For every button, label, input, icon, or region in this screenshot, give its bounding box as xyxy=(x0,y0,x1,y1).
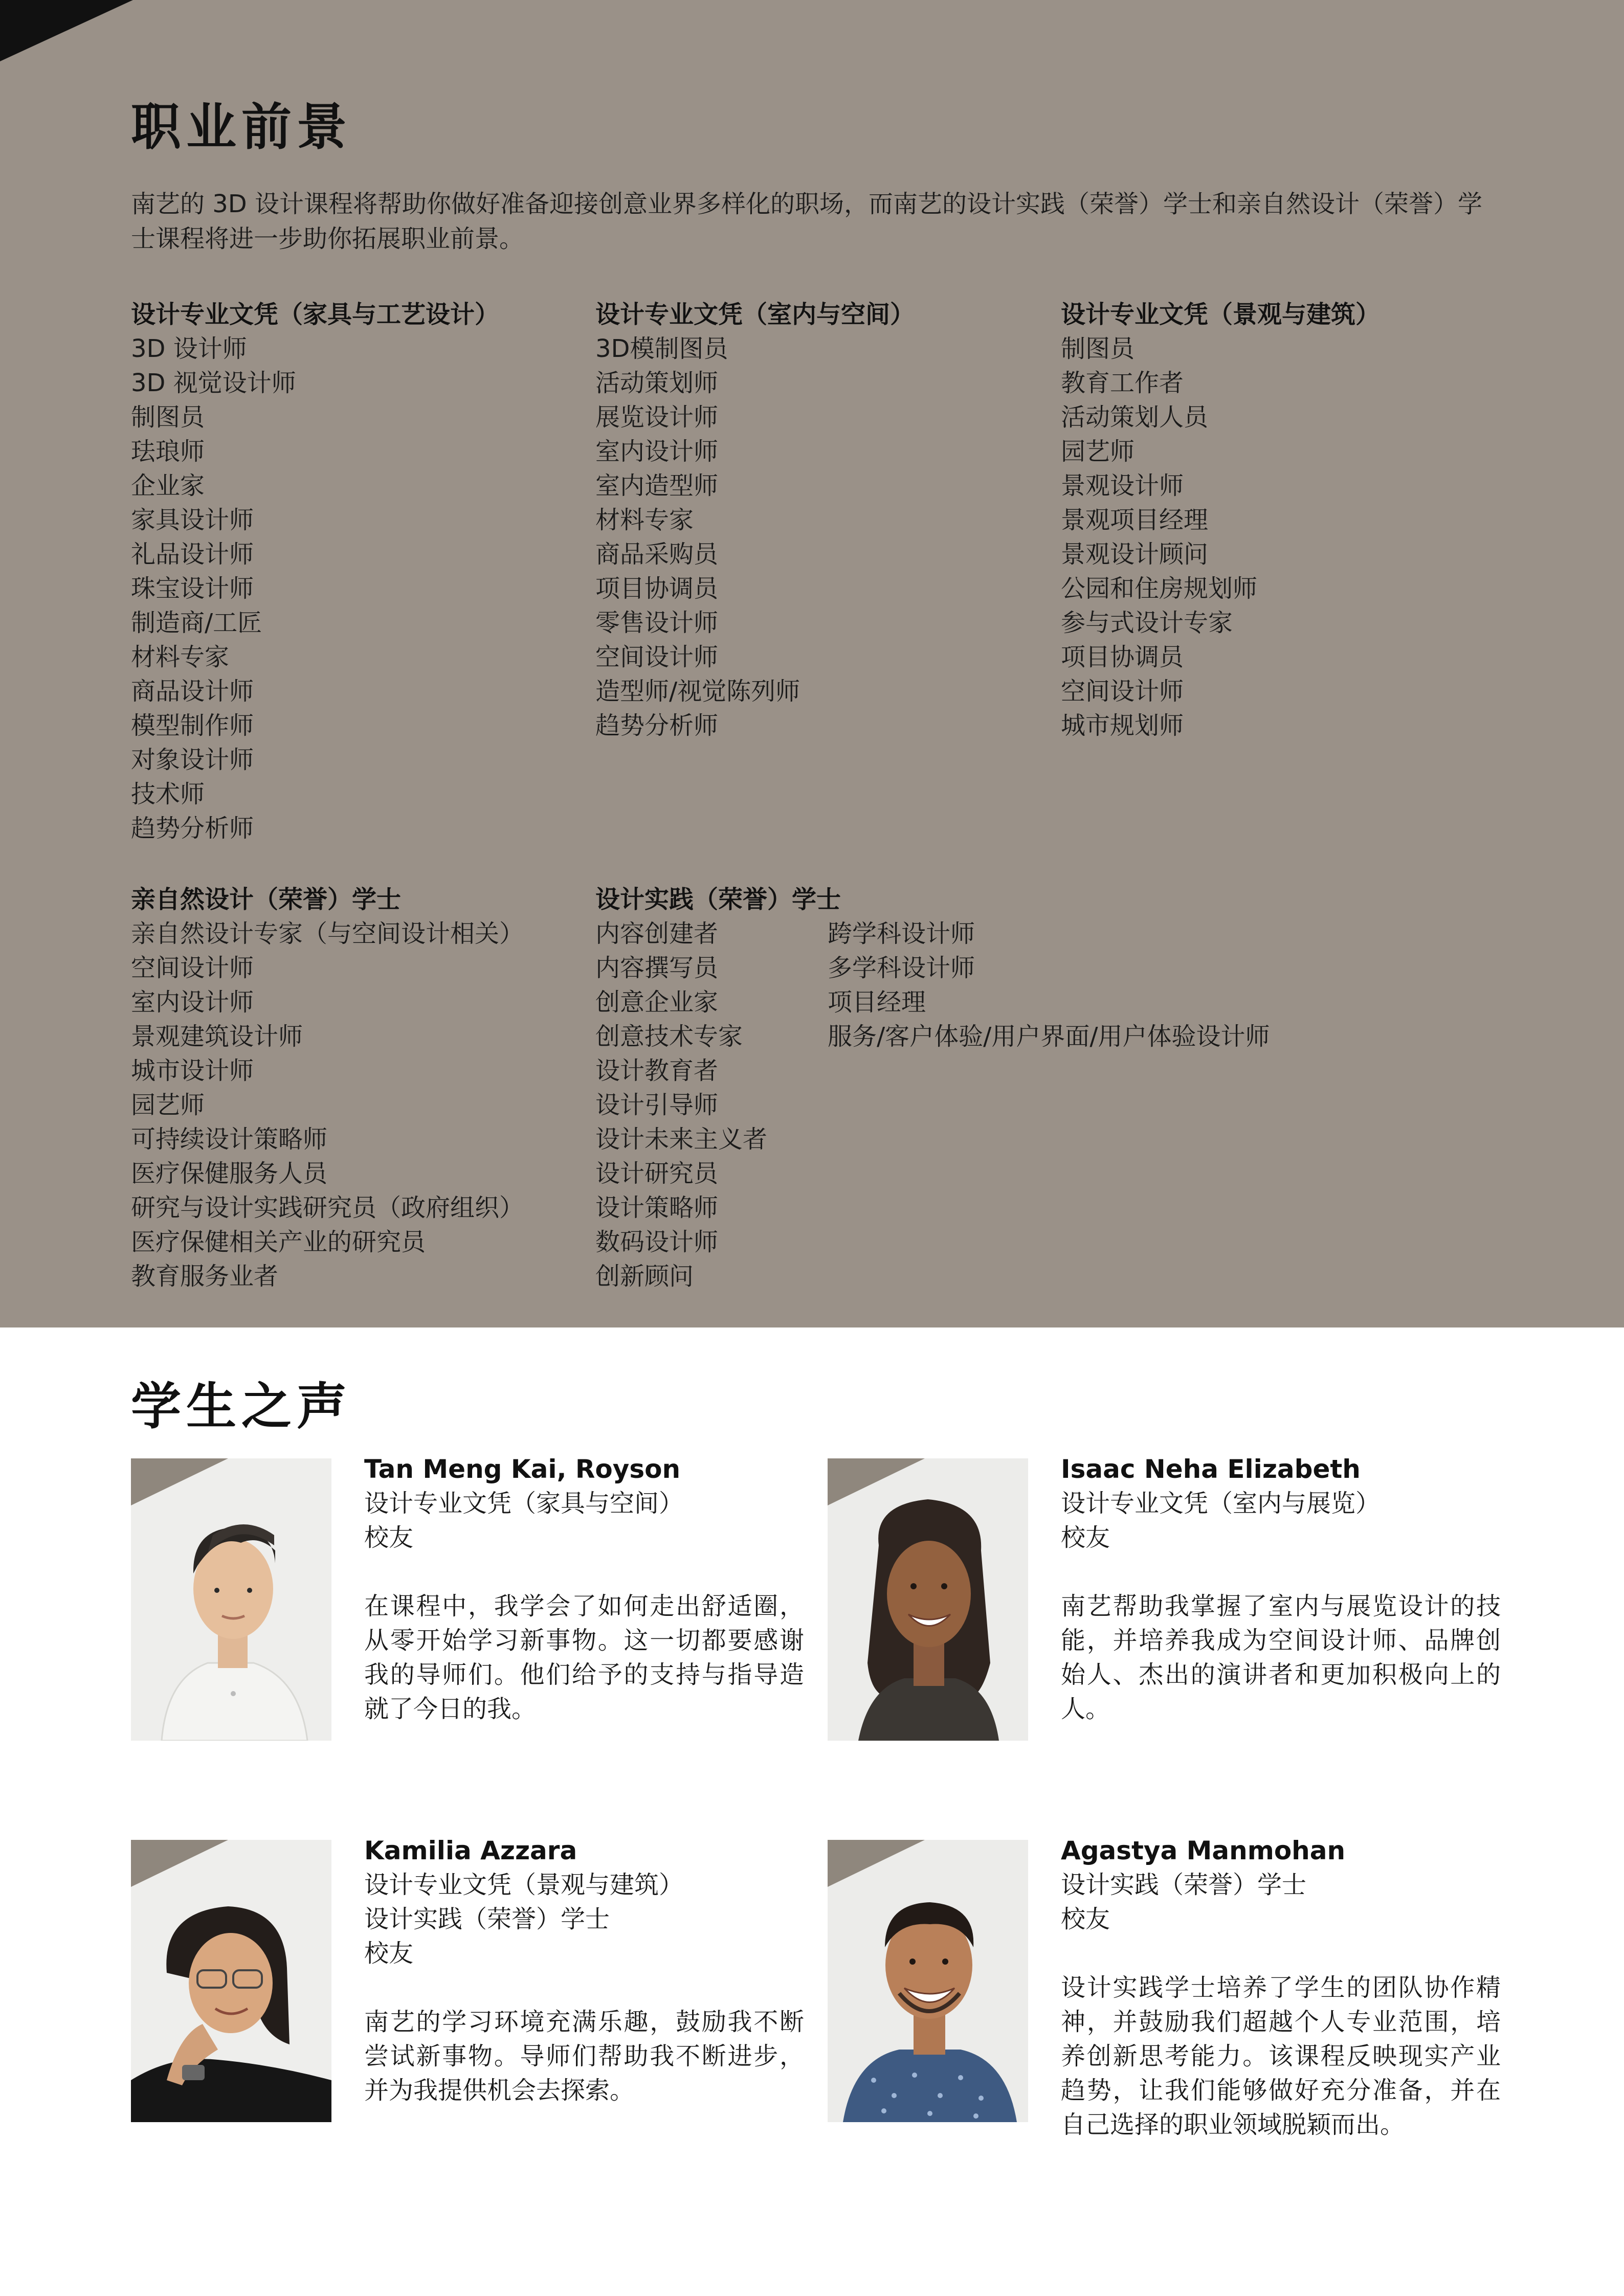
student-voices-section xyxy=(0,1327,1624,2296)
list-item: 项目协调员 xyxy=(595,574,719,603)
list-item: 创意企业家 xyxy=(595,988,719,1017)
list-item: 珠宝设计师 xyxy=(131,574,254,603)
practice-column-2 xyxy=(828,917,1270,1054)
list-item: 医疗保健相关产业的研究员 xyxy=(131,1228,426,1256)
list-item: 景观建筑设计师 xyxy=(131,1022,303,1051)
list-item: 设计研究员 xyxy=(595,1159,719,1188)
landscape-heading: 设计专业文凭（景观与建筑） xyxy=(1061,300,1381,329)
list-item: 医疗保健服务人员 xyxy=(131,1159,328,1188)
student-text xyxy=(1061,1834,1501,2142)
list-item: 3D 视觉设计师 xyxy=(131,369,296,397)
student-photo xyxy=(828,1458,1028,1741)
interior-heading: 设计专业文凭（室内与空间） xyxy=(595,300,915,329)
photo-corner-triangle xyxy=(828,1840,925,1887)
biophilic-column xyxy=(131,883,524,1294)
career-title: 职业前景 xyxy=(131,98,352,156)
list-item: 技术师 xyxy=(131,780,205,808)
list-item: 城市设计师 xyxy=(131,1056,254,1085)
student-program: 设计专业文凭（室内与展览） xyxy=(1061,1489,1381,1518)
list-item: 参与式设计专家 xyxy=(1061,609,1233,637)
list-item: 数码设计师 xyxy=(595,1228,719,1256)
list-item: 创新顾问 xyxy=(595,1262,694,1291)
list-item: 设计教育者 xyxy=(595,1056,719,1085)
list-item: 制图员 xyxy=(131,403,205,432)
student-name: Tan Meng Kai, Royson xyxy=(364,1454,681,1484)
student-quote: 设计实践学士培养了学生的团队协作精神，并鼓励我们超越个人专业范围，培养创新思考能力。该课程反映现实产业趋势，让我们能够做好充分准备，并在自己选择的职业领域脱颖而出。 xyxy=(1061,1973,1501,2139)
student-quote: 在课程中，我学会了如何走出舒适圈，从零开始学习新事物。这一切都要感谢我的导师们。他们给予的支持与指导造就了今日的我。 xyxy=(364,1592,804,1723)
student-text xyxy=(1061,1452,1501,1726)
furniture-column xyxy=(131,298,499,846)
student-photo xyxy=(131,1840,331,2122)
interior-column xyxy=(595,298,915,743)
list-item: 设计策略师 xyxy=(595,1194,719,1222)
list-item: 设计引导师 xyxy=(595,1091,719,1119)
student-text xyxy=(364,1834,804,2108)
list-item: 3D 设计师 xyxy=(131,334,247,363)
student-name: Kamilia Azzara xyxy=(364,1836,577,1865)
list-item: 多学科设计师 xyxy=(828,954,975,982)
student-program-2: 设计实践（荣誉）学士 xyxy=(364,1905,610,1933)
list-item: 模型制作师 xyxy=(131,711,254,740)
photo-corner-triangle xyxy=(131,1840,228,1887)
list-item: 制图员 xyxy=(1061,334,1135,363)
student-card xyxy=(131,1454,847,1816)
list-item: 跨学科设计师 xyxy=(828,919,975,948)
photo-corner-triangle xyxy=(828,1458,925,1505)
list-item: 商品设计师 xyxy=(131,677,254,706)
career-intro: 南艺的 3D 设计课程将帮助你做好准备迎接创意业界多样化的职场，而南艺的设计实践（荣誉）学士和亲自然设计（荣誉）学士课程将进一步助你拓展职业前景。 xyxy=(131,190,1483,253)
list-item: 室内设计师 xyxy=(131,988,254,1017)
student-name: Agastya Manmohan xyxy=(1061,1836,1346,1865)
list-item: 可持续设计策略师 xyxy=(131,1125,328,1154)
practice-heading: 设计实践（荣誉）学士 xyxy=(595,885,841,914)
list-item: 家具设计师 xyxy=(131,506,254,534)
student-program: 设计专业文凭（家具与空间） xyxy=(364,1489,684,1518)
list-item: 空间设计师 xyxy=(1061,677,1184,706)
student-name: Isaac Neha Elizabeth xyxy=(1061,1454,1361,1484)
list-item: 珐琅师 xyxy=(131,437,205,466)
list-item: 活动策划人员 xyxy=(1061,403,1209,432)
student-program: 设计专业文凭（景观与建筑） xyxy=(364,1871,684,1899)
student-quote: 南艺帮助我掌握了室内与展览设计的技能，并培养我成为空间设计师、品牌创始人、杰出的演讲者和更加积极向上的人。 xyxy=(1061,1592,1501,1723)
student-status: 校友 xyxy=(364,1939,414,1968)
list-item: 教育工作者 xyxy=(1061,369,1184,397)
list-item: 制造商/工匠 xyxy=(131,609,262,637)
list-item: 材料专家 xyxy=(595,506,694,534)
photo-corner-triangle xyxy=(131,1458,228,1505)
list-item: 设计未来主义者 xyxy=(595,1125,768,1154)
list-item: 创意技术专家 xyxy=(595,1022,743,1051)
list-item: 企业家 xyxy=(131,471,205,500)
list-item: 公园和住房规划师 xyxy=(1061,574,1258,603)
list-item: 3D模制图员 xyxy=(595,334,728,363)
list-item: 景观项目经理 xyxy=(1061,506,1209,534)
list-item: 礼品设计师 xyxy=(131,540,254,569)
list-item: 教育服务业者 xyxy=(131,1262,279,1291)
student-quote: 南艺的学习环境充满乐趣，鼓励我不断尝试新事物。导师们帮助我不断进步，并为我提供机会去探索。 xyxy=(364,2008,804,2105)
student-card xyxy=(828,1836,1544,2198)
list-item: 内容撰写员 xyxy=(595,954,719,982)
biophilic-heading: 亲自然设计（荣誉）学士 xyxy=(131,885,402,914)
furniture-heading: 设计专业文凭（家具与工艺设计） xyxy=(131,300,500,329)
list-item: 空间设计师 xyxy=(131,954,254,982)
list-item: 室内设计师 xyxy=(595,437,719,466)
list-item: 园艺师 xyxy=(1061,437,1135,466)
list-item: 展览设计师 xyxy=(595,403,719,432)
list-item: 研究与设计实践研究员（政府组织） xyxy=(131,1194,524,1222)
student-text xyxy=(364,1452,804,1726)
list-item: 内容创建者 xyxy=(595,919,719,948)
practice-column xyxy=(595,883,841,1294)
student-program: 设计实践（荣誉）学士 xyxy=(1061,1871,1307,1899)
student-photo xyxy=(828,1840,1028,2122)
student-status: 校友 xyxy=(364,1523,414,1552)
student-card xyxy=(131,1836,847,2198)
corner-triangle xyxy=(0,0,133,61)
list-item: 趋势分析师 xyxy=(131,814,254,843)
list-item: 空间设计师 xyxy=(595,643,719,671)
list-item: 项目经理 xyxy=(828,988,926,1017)
list-item: 项目协调员 xyxy=(1061,643,1184,671)
list-item: 商品采购员 xyxy=(595,540,719,569)
student-card xyxy=(828,1454,1544,1816)
list-item: 亲自然设计专家（与空间设计相关） xyxy=(131,919,524,948)
list-item: 趋势分析师 xyxy=(595,711,719,740)
list-item: 活动策划师 xyxy=(595,369,719,397)
list-item: 材料专家 xyxy=(131,643,230,671)
student-status: 校友 xyxy=(1061,1905,1110,1933)
list-item: 室内造型师 xyxy=(595,471,719,500)
voices-title: 学生之声 xyxy=(131,1378,352,1436)
student-status: 校友 xyxy=(1061,1523,1110,1552)
list-item: 零售设计师 xyxy=(595,609,719,637)
list-item: 景观设计师 xyxy=(1061,471,1184,500)
list-item: 景观设计顾问 xyxy=(1061,540,1209,569)
list-item: 服务/客户体验/用户界面/用户体验设计师 xyxy=(828,1022,1270,1051)
student-photo xyxy=(131,1458,331,1741)
list-item: 园艺师 xyxy=(131,1091,205,1119)
list-item: 城市规划师 xyxy=(1061,711,1184,740)
list-item: 造型师/视觉陈列师 xyxy=(595,677,800,706)
list-item: 对象设计师 xyxy=(131,746,254,774)
landscape-column xyxy=(1061,298,1380,743)
